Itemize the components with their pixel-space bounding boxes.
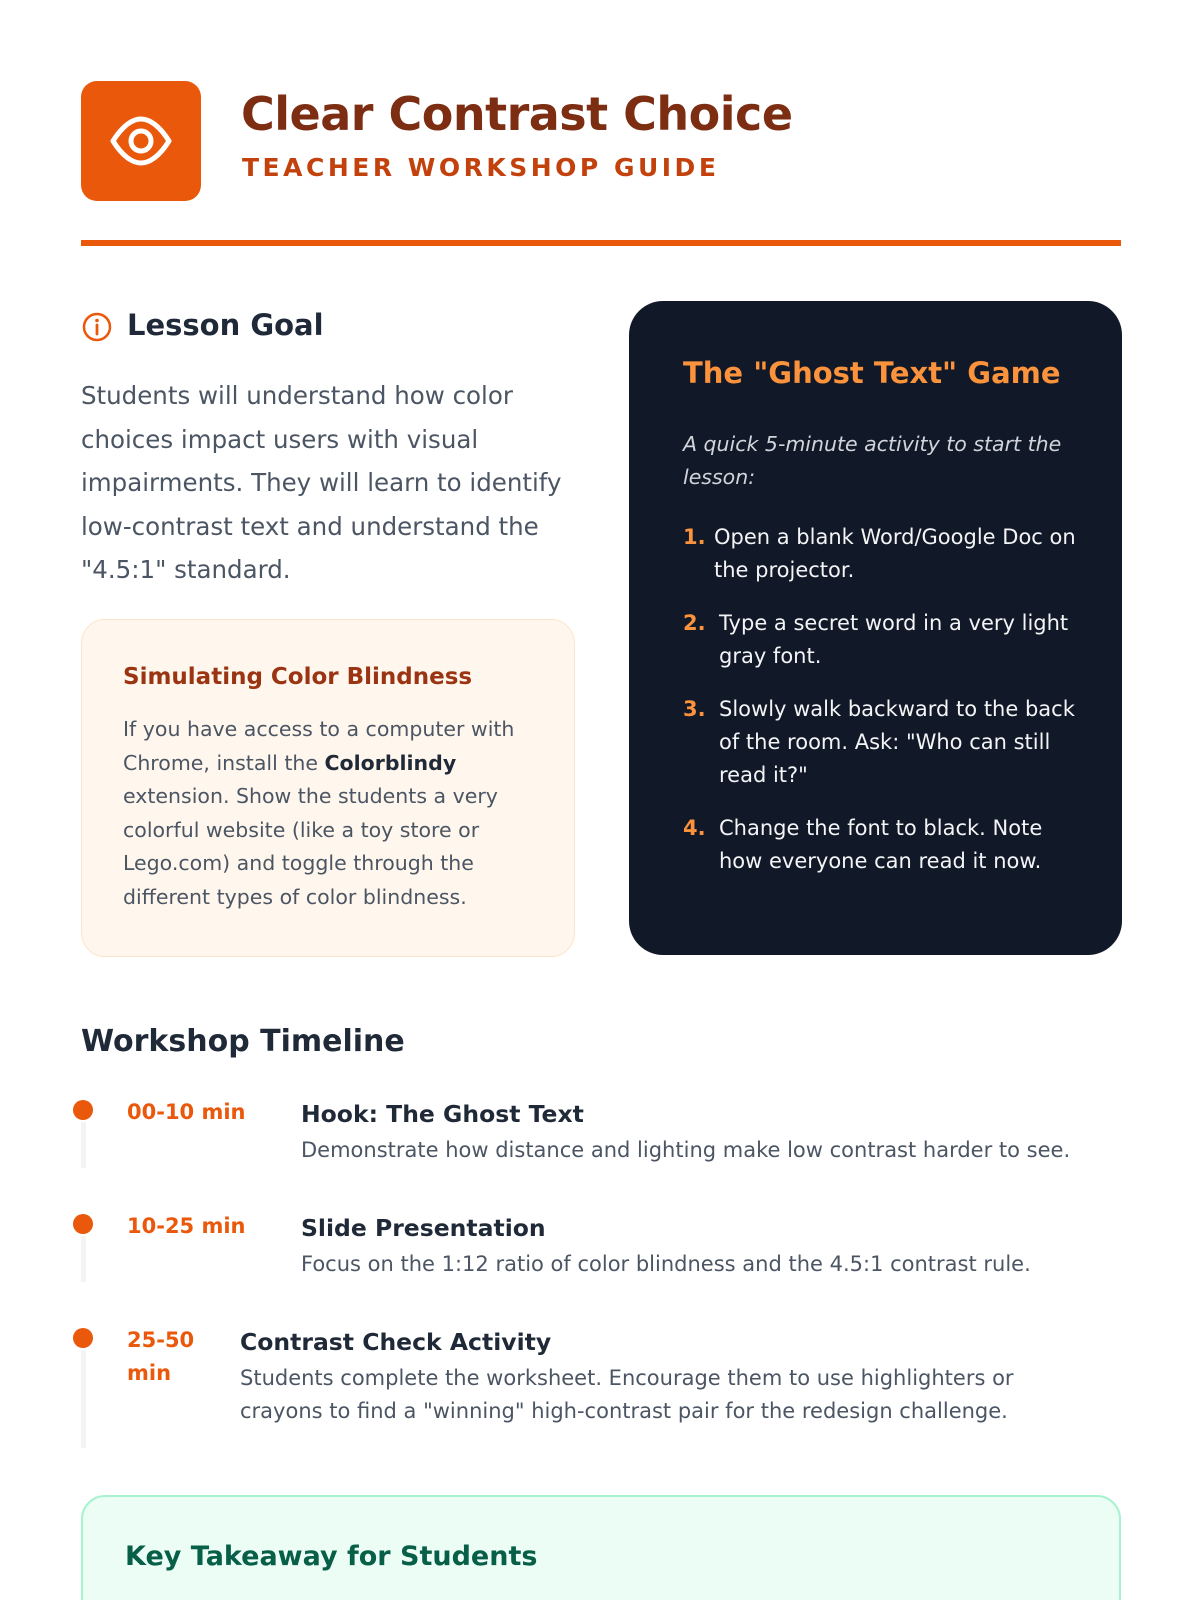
timeline-dot — [73, 1100, 93, 1120]
game-intro: A quick 5-minute activity to start the lesson: — [683, 432, 1062, 489]
takeaway-title: Key Takeaway for Students — [125, 1541, 538, 1572]
timeline-heading: Hook: The Ghost Text — [301, 1100, 584, 1128]
timeline-heading: Slide Presentation — [301, 1214, 546, 1242]
simulating-text-before: If you have access to a computer with Chrome, install the — [123, 717, 515, 775]
step-text: Open a blank Word/Google Doc on the projector. — [714, 525, 1076, 582]
timeline-line — [81, 1122, 86, 1168]
step-text: Change the font to black. Note how everyone can read it now. — [719, 816, 1043, 873]
step-text: Type a secret word in a very light gray font. — [719, 611, 1069, 668]
key-takeaway-card — [81, 1495, 1121, 1600]
timeline-description: Students complete the worksheet. Encourage them to use highlighters or crayons to find a "winning" high-contrast pair for the redesign challenge. — [240, 1366, 1014, 1423]
logo — [81, 81, 201, 201]
step-number: 1. — [683, 525, 706, 549]
game-step — [683, 607, 1083, 673]
page-title: Clear Contrast Choice — [241, 87, 793, 141]
timeline-heading: Contrast Check Activity — [240, 1328, 552, 1356]
lesson-goal-text: Students will understand how color choices impact users with visual impairments. They will learn to identify low-contrast text and understand the "4.5:1" standard. — [81, 381, 562, 584]
timeline-dot — [73, 1214, 93, 1234]
lesson-goal-heading — [81, 308, 581, 344]
game-step — [683, 812, 1083, 878]
step-number: 2. — [683, 611, 706, 635]
simulating-title: Simulating Color Blindness — [123, 664, 473, 690]
step-number: 3. — [683, 697, 706, 721]
info-circle-icon — [81, 311, 113, 343]
timeline-line — [81, 1350, 86, 1448]
timeline-time: 25-50 min — [127, 1328, 195, 1385]
timeline-title: Workshop Timeline — [81, 1024, 405, 1059]
header — [81, 81, 1121, 201]
simulating-color-blindness-card — [81, 619, 575, 957]
page — [81, 0, 1121, 1600]
game-step — [683, 521, 1083, 587]
timeline-dot — [73, 1328, 93, 1348]
step-text: Slowly walk backward to the back of the room. Ask: "Who can still read it?" — [719, 697, 1075, 787]
game-step — [683, 693, 1083, 792]
ghost-text-game-card — [629, 301, 1122, 955]
game-title: The "Ghost Text" Game — [683, 356, 1061, 390]
simulating-text — [123, 713, 543, 914]
simulating-text-bold: Colorblindy — [324, 750, 457, 775]
timeline-line — [81, 1236, 86, 1282]
eye-icon — [109, 109, 173, 173]
timeline-time: 00-10 min — [127, 1100, 246, 1124]
lesson-goal-title: Lesson Goal — [127, 308, 324, 342]
simulating-text-after: extension. Show the students a very colorful website (like a toy store or Lego.com) and toggle through the different types of color blindness. — [123, 784, 498, 909]
timeline-description: Demonstrate how distance and lighting make low contrast harder to see. — [301, 1138, 1071, 1162]
header-divider — [81, 240, 1121, 246]
game-steps — [683, 521, 1083, 898]
timeline-description: Focus on the 1:12 ratio of color blindness and the 4.5:1 contrast rule. — [301, 1252, 1031, 1276]
page-subtitle: TEACHER WORKSHOP GUIDE — [242, 153, 720, 182]
timeline-time: 10-25 min — [127, 1214, 246, 1238]
step-number: 4. — [683, 816, 706, 840]
